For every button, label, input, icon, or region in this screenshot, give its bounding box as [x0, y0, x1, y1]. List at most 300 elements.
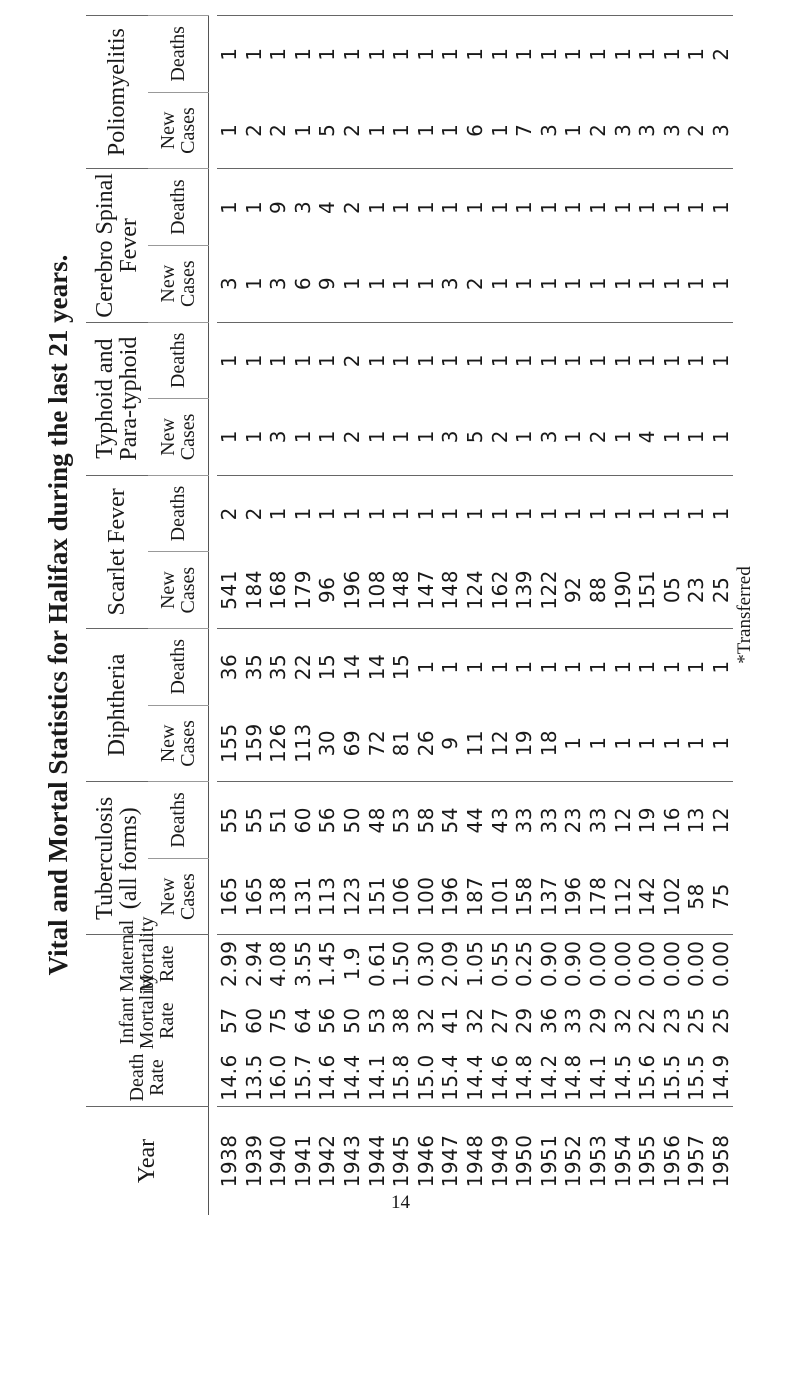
cell-ty-deaths: 2 — [340, 322, 365, 399]
cell-ty-new-cases: 1 — [413, 430, 438, 444]
page-title: Vital and Mortal Statistics for Halifax during the last 21 years. — [43, 254, 73, 976]
cell-polio-deaths: 1 — [537, 16, 562, 93]
subheader-deaths-3: Deaths — [148, 322, 209, 399]
cell-csf-deaths: 1 — [586, 169, 611, 246]
cell-dip-deaths: 35 — [242, 628, 267, 705]
cell-tb-new-cases: 101 — [487, 876, 512, 917]
rotated-table-stage — [38, 15, 758, 1215]
cell-sf-new-cases: 541 — [217, 570, 241, 610]
cell-dip-new-cases: 11 — [462, 729, 487, 757]
cell-infant-mortality-rate: 33 — [561, 1007, 586, 1034]
cell-csf-deaths: 1 — [537, 169, 562, 246]
cell-maternal-mortality-rate: 0.00 — [635, 935, 660, 992]
cell-csf-new-cases: 1 — [487, 276, 512, 291]
cell-tb-new-cases: 131 — [290, 876, 315, 917]
cell-maternal-mortality-rate: 0.30 — [414, 935, 439, 992]
cell-sf-new-cases: 124 — [462, 570, 487, 610]
cell-polio-deaths: 1 — [586, 16, 611, 93]
cell-sf-deaths: 1 — [291, 475, 316, 552]
cell-polio-new-cases: 1 — [438, 123, 463, 137]
cell-polio-deaths: 1 — [340, 16, 365, 93]
cell-tb-new-cases: 142 — [635, 876, 660, 917]
cell-dip-new-cases: 1 — [610, 736, 635, 750]
cell-death-rate: 14.4 — [462, 1054, 487, 1101]
cell-polio-new-cases: 7 — [512, 123, 537, 137]
cell-tb-new-cases: 165 — [241, 876, 266, 917]
cell-ty-deaths: 1 — [709, 322, 734, 399]
cell-sf-deaths: 1 — [684, 475, 709, 552]
cell-death-rate: 14.1 — [585, 1054, 610, 1101]
cell-infant-mortality-rate: 27 — [487, 1007, 512, 1034]
cell-dip-new-cases: 159 — [241, 723, 266, 763]
cell-year: 1955 — [635, 1106, 660, 1215]
cell-csf-new-cases: 1 — [708, 276, 733, 291]
cell-ty-deaths: 1 — [217, 322, 242, 399]
cell-maternal-mortality-rate: 0.61 — [365, 935, 390, 992]
cell-death-rate: 14.6 — [315, 1054, 340, 1101]
cell-year: 1954 — [611, 1106, 636, 1215]
subheader-new-cases-5: New Cases — [148, 92, 209, 169]
cell-dip-deaths: 35 — [266, 628, 291, 705]
table-row — [365, 16, 390, 1216]
cell-dip-new-cases: 1 — [684, 736, 709, 750]
cell-csf-deaths: 1 — [217, 169, 242, 246]
cell-maternal-mortality-rate: 2.09 — [438, 935, 463, 992]
header-cerebro-spinal-fever: Cerebro Spinal Fever — [86, 169, 148, 322]
cell-tb-deaths: 33 — [512, 782, 537, 859]
cell-sf-deaths: 1 — [709, 475, 734, 552]
cell-dip-deaths: 1 — [684, 628, 709, 705]
cell-polio-new-cases: 3 — [536, 123, 561, 137]
cell-dip-deaths: 1 — [561, 628, 586, 705]
table-row — [611, 16, 636, 1216]
cell-polio-deaths: 1 — [561, 16, 586, 93]
subheader-new-cases-3: New Cases — [148, 399, 209, 476]
cell-death-rate: 14.6 — [217, 1054, 241, 1101]
cell-sf-deaths: 1 — [365, 475, 390, 552]
cell-ty-deaths: 1 — [611, 322, 636, 399]
cell-tb-new-cases: 138 — [266, 876, 291, 917]
header-tuberculosis: Tuberculosis (all forms) — [86, 782, 148, 935]
subheader-new-cases-1: New Cases — [148, 705, 209, 782]
cell-infant-mortality-rate: 36 — [536, 1007, 561, 1034]
table-row — [217, 16, 242, 1216]
cell-ty-deaths: 1 — [463, 322, 488, 399]
cell-ty-deaths: 1 — [512, 322, 537, 399]
table-row — [684, 16, 709, 1216]
cell-ty-deaths: 1 — [635, 322, 660, 399]
cell-ty-deaths: 1 — [488, 322, 513, 399]
cell-ty-deaths: 1 — [660, 322, 685, 399]
cell-tb-deaths: 56 — [315, 782, 340, 859]
cell-csf-new-cases: 3 — [217, 276, 241, 291]
cell-tb-new-cases: 106 — [389, 876, 414, 917]
cell-ty-deaths: 1 — [414, 322, 439, 399]
cell-csf-new-cases: 1 — [536, 276, 561, 291]
cell-tb-deaths: 33 — [537, 782, 562, 859]
cell-year: 1947 — [438, 1106, 463, 1215]
cell-tb-new-cases: 196 — [561, 876, 586, 917]
cell-sf-deaths: 1 — [488, 475, 513, 552]
cell-dip-new-cases: 1 — [635, 736, 660, 750]
cell-tb-new-cases: 102 — [659, 876, 684, 917]
page-number: 14 — [391, 1192, 410, 1213]
cell-tb-new-cases: 58 — [684, 883, 709, 910]
cell-infant-mortality-rate: 25 — [708, 1007, 733, 1034]
header-maternal-mortality-rate: Maternal Mortality Rate — [86, 935, 209, 992]
cell-polio-deaths: 1 — [512, 16, 537, 93]
cell-ty-new-cases: 1 — [684, 430, 709, 444]
cell-csf-new-cases: 1 — [610, 276, 635, 291]
cell-polio-new-cases: 2 — [585, 123, 610, 137]
header-infant-mortality-rate: Infant Mortality Rate — [116, 973, 178, 1050]
cell-csf-deaths: 1 — [242, 169, 267, 246]
cell-tb-new-cases: 75 — [708, 883, 733, 910]
cell-death-rate: 14.1 — [364, 1054, 389, 1101]
table-row — [438, 16, 463, 1216]
cell-tb-deaths: 12 — [611, 782, 636, 859]
cell-infant-mortality-rate: 32 — [610, 1007, 635, 1034]
cell-year: 1940 — [266, 1106, 291, 1215]
cell-death-rate: 16.0 — [266, 1054, 291, 1101]
table-row — [512, 16, 537, 1216]
header-year: Year — [86, 1106, 209, 1215]
table-row — [561, 16, 586, 1216]
cell-polio-deaths: 1 — [389, 16, 414, 93]
cell-tb-new-cases: 112 — [610, 876, 635, 917]
cell-csf-new-cases: 2 — [462, 276, 487, 291]
cell-dip-new-cases: 19 — [512, 729, 537, 757]
subheader-deaths-2: Deaths — [148, 475, 209, 552]
cell-csf-deaths: 1 — [414, 169, 439, 246]
cell-maternal-mortality-rate: 4.08 — [266, 935, 291, 992]
cell-sf-deaths: 2 — [242, 475, 267, 552]
cell-csf-new-cases: 1 — [659, 276, 684, 291]
cell-ty-new-cases: 1 — [241, 430, 266, 444]
table-row — [414, 16, 439, 1216]
cell-dip-new-cases: 1 — [659, 736, 684, 750]
cell-dip-deaths: 15 — [315, 628, 340, 705]
cell-csf-deaths: 3 — [291, 169, 316, 246]
cell-infant-mortality-rate: 50 — [339, 1007, 364, 1034]
cell-polio-new-cases: 5 — [315, 123, 340, 137]
cell-tb-new-cases: 158 — [512, 876, 537, 917]
table-body — [209, 16, 734, 1216]
cell-csf-deaths: 1 — [512, 169, 537, 246]
cell-death-rate: 15.4 — [438, 1054, 463, 1101]
cell-dip-deaths: 1 — [463, 628, 488, 705]
cell-tb-deaths: 16 — [660, 782, 685, 859]
cell-death-rate: 15.6 — [635, 1054, 660, 1101]
cell-polio-deaths: 1 — [242, 16, 267, 93]
cell-dip-new-cases: 26 — [413, 729, 438, 757]
cell-csf-deaths: 1 — [561, 169, 586, 246]
cell-ty-new-cases: 1 — [708, 430, 733, 444]
cell-dip-deaths: 22 — [291, 628, 316, 705]
table-row — [586, 16, 611, 1216]
subheader-new-cases-2: New Cases — [148, 552, 209, 629]
cell-ty-deaths: 1 — [242, 322, 267, 399]
cell-sf-deaths: 2 — [217, 475, 242, 552]
cell-infant-mortality-rate: 56 — [315, 1007, 340, 1034]
cell-year: 1953 — [586, 1106, 611, 1215]
cell-csf-deaths: 1 — [611, 169, 636, 246]
cell-polio-deaths: 1 — [660, 16, 685, 93]
table-row — [488, 16, 513, 1216]
cell-tb-deaths: 12 — [709, 782, 734, 859]
cell-dip-deaths: 1 — [512, 628, 537, 705]
cell-ty-deaths: 1 — [438, 322, 463, 399]
cell-maternal-mortality-rate: 0.55 — [488, 935, 513, 992]
cell-polio-new-cases: 1 — [389, 123, 414, 137]
cell-csf-new-cases: 1 — [561, 276, 586, 291]
table-row — [660, 16, 685, 1216]
cell-csf-deaths: 1 — [684, 169, 709, 246]
cell-ty-new-cases: 4 — [635, 430, 660, 444]
cell-ty-deaths: 1 — [537, 322, 562, 399]
cell-sf-new-cases: 179 — [290, 570, 315, 610]
cell-year: 1958 — [709, 1106, 734, 1215]
cell-polio-new-cases: 2 — [241, 123, 266, 137]
cell-maternal-mortality-rate: 0.00 — [660, 935, 685, 992]
cell-csf-deaths: 1 — [389, 169, 414, 246]
cell-polio-deaths: 1 — [217, 16, 242, 93]
cell-tb-deaths: 58 — [414, 782, 439, 859]
cell-ty-new-cases: 1 — [561, 430, 586, 444]
cell-csf-deaths: 1 — [660, 169, 685, 246]
cell-tb-new-cases: 100 — [413, 876, 438, 917]
cell-death-rate: 14.2 — [536, 1054, 561, 1101]
cell-polio-new-cases: 1 — [487, 123, 512, 137]
subheader-new-cases-0: New Cases — [148, 858, 209, 935]
cell-dip-new-cases: 113 — [290, 723, 315, 763]
cell-dip-new-cases: 72 — [364, 729, 389, 757]
cell-polio-new-cases: 1 — [413, 123, 438, 137]
cell-ty-deaths: 1 — [266, 322, 291, 399]
cell-year: 1945 — [389, 1106, 414, 1215]
cell-dip-new-cases: 12 — [487, 729, 512, 757]
cell-polio-deaths: 1 — [315, 16, 340, 93]
cell-maternal-mortality-rate: 0.90 — [561, 935, 586, 992]
cell-tb-new-cases: 178 — [585, 876, 610, 917]
cell-tb-deaths: 44 — [463, 782, 488, 859]
cell-infant-mortality-rate: 29 — [512, 1007, 537, 1034]
cell-dip-new-cases: 155 — [217, 723, 241, 763]
cell-sf-new-cases: 148 — [438, 570, 463, 610]
cell-death-rate: 15.7 — [290, 1054, 315, 1101]
table-row — [291, 16, 316, 1216]
cell-dip-deaths: 1 — [438, 628, 463, 705]
table-row — [635, 16, 660, 1216]
cell-dip-deaths: 14 — [340, 628, 365, 705]
cell-csf-new-cases: 6 — [290, 276, 315, 291]
cell-csf-new-cases: 1 — [364, 276, 389, 291]
cell-sf-new-cases: 92 — [561, 576, 586, 604]
footnote-transferred: *Transferred — [734, 566, 755, 664]
cell-infant-mortality-rate: 41 — [438, 1007, 463, 1034]
cell-maternal-mortality-rate: 0.25 — [512, 935, 537, 992]
cell-tb-deaths: 33 — [586, 782, 611, 859]
cell-year: 1943 — [340, 1106, 365, 1215]
cell-sf-deaths: 1 — [340, 475, 365, 552]
cell-year: 1946 — [414, 1106, 439, 1215]
cell-tb-deaths: 43 — [488, 782, 513, 859]
cell-ty-deaths: 1 — [315, 322, 340, 399]
cell-tb-deaths: 55 — [217, 782, 242, 859]
cell-death-rate: 15.0 — [413, 1054, 438, 1101]
cell-ty-new-cases: 1 — [217, 430, 241, 444]
cell-sf-new-cases: 108 — [364, 570, 389, 610]
cell-ty-new-cases: 3 — [266, 430, 291, 444]
subheader-deaths-0: Deaths — [148, 782, 209, 859]
cell-ty-deaths: 1 — [365, 322, 390, 399]
cell-polio-new-cases: 1 — [364, 123, 389, 137]
cell-sf-new-cases: 196 — [339, 570, 364, 610]
cell-infant-mortality-rate: 75 — [266, 1007, 291, 1034]
cell-sf-deaths: 1 — [635, 475, 660, 552]
statistics-table — [86, 15, 733, 1215]
cell-maternal-mortality-rate: 2.99 — [217, 935, 242, 992]
cell-tb-new-cases: 137 — [536, 876, 561, 917]
cell-ty-new-cases: 3 — [536, 430, 561, 444]
cell-death-rate: 14.8 — [512, 1054, 537, 1101]
cell-ty-new-cases: 5 — [462, 430, 487, 444]
cell-infant-mortality-rate: 32 — [462, 1007, 487, 1034]
cell-dip-deaths: 1 — [488, 628, 513, 705]
cell-csf-deaths: 2 — [340, 169, 365, 246]
cell-dip-new-cases: 30 — [315, 729, 340, 757]
cell-tb-deaths: 53 — [389, 782, 414, 859]
cell-sf-deaths: 1 — [414, 475, 439, 552]
cell-infant-mortality-rate: 32 — [413, 1007, 438, 1034]
table-row — [463, 16, 488, 1216]
cell-ty-deaths: 1 — [291, 322, 316, 399]
cell-infant-mortality-rate: 60 — [241, 1007, 266, 1034]
cell-csf-new-cases: 3 — [438, 276, 463, 291]
cell-dip-deaths: 1 — [611, 628, 636, 705]
cell-sf-deaths: 1 — [561, 475, 586, 552]
header-diphtheria: Diphtheria — [86, 628, 148, 781]
cell-sf-deaths: 1 — [512, 475, 537, 552]
cell-sf-deaths: 1 — [463, 475, 488, 552]
cell-polio-new-cases: 2 — [339, 123, 364, 137]
cell-dip-deaths: 1 — [414, 628, 439, 705]
cell-polio-deaths: 1 — [635, 16, 660, 93]
cell-dip-deaths: 1 — [537, 628, 562, 705]
cell-year: 1952 — [561, 1106, 586, 1215]
cell-dip-new-cases: 81 — [389, 729, 414, 757]
cell-polio-new-cases: 1 — [561, 123, 586, 137]
cell-csf-deaths: 4 — [315, 169, 340, 246]
cell-polio-new-cases: 1 — [217, 123, 241, 137]
cell-ty-new-cases: 1 — [290, 430, 315, 444]
cell-maternal-mortality-rate: 1.45 — [315, 935, 340, 992]
cell-polio-new-cases: 3 — [635, 123, 660, 137]
cell-year: 1950 — [512, 1106, 537, 1215]
cell-csf-deaths: 1 — [488, 169, 513, 246]
cell-infant-mortality-rate: 22 — [635, 1007, 660, 1034]
cell-maternal-mortality-rate: 0.00 — [586, 935, 611, 992]
cell-ty-deaths: 1 — [684, 322, 709, 399]
table-row — [709, 16, 734, 1216]
cell-sf-deaths: 1 — [266, 475, 291, 552]
header-poliomyelitis: Poliomyelitis — [86, 16, 148, 169]
cell-dip-new-cases: 1 — [708, 736, 733, 750]
cell-ty-deaths: 1 — [586, 322, 611, 399]
cell-tb-deaths: 54 — [438, 782, 463, 859]
cell-tb-new-cases: 196 — [438, 876, 463, 917]
cell-sf-new-cases: 05 — [659, 576, 684, 604]
cell-death-rate: 15.8 — [389, 1054, 414, 1101]
cell-infant-mortality-rate: 64 — [290, 1007, 315, 1034]
cell-sf-deaths: 1 — [586, 475, 611, 552]
cell-sf-new-cases: 148 — [389, 570, 414, 610]
cell-csf-new-cases: 1 — [512, 276, 537, 291]
cell-ty-new-cases: 3 — [438, 430, 463, 444]
cell-maternal-mortality-rate: 1.9 — [340, 935, 365, 992]
cell-polio-deaths: 1 — [488, 16, 513, 93]
cell-death-rate: 13.5 — [241, 1054, 266, 1101]
cell-dip-deaths: 1 — [586, 628, 611, 705]
cell-sf-deaths: 1 — [438, 475, 463, 552]
cell-sf-new-cases: 168 — [266, 570, 291, 610]
cell-polio-deaths: 1 — [291, 16, 316, 93]
cell-dip-deaths: 1 — [635, 628, 660, 705]
cell-tb-deaths: 51 — [266, 782, 291, 859]
cell-dip-new-cases: 18 — [536, 729, 561, 757]
cell-ty-new-cases: 1 — [659, 430, 684, 444]
cell-maternal-mortality-rate: 1.05 — [463, 935, 488, 992]
cell-polio-new-cases: 3 — [708, 123, 733, 137]
cell-dip-deaths: 1 — [660, 628, 685, 705]
subheader-deaths-4: Deaths — [148, 169, 209, 246]
cell-death-rate: 14.9 — [708, 1054, 733, 1101]
cell-year: 1942 — [315, 1106, 340, 1215]
cell-tb-deaths: 13 — [684, 782, 709, 859]
cell-maternal-mortality-rate: 2.94 — [242, 935, 267, 992]
cell-tb-new-cases: 113 — [315, 876, 340, 917]
cell-csf-new-cases: 1 — [413, 276, 438, 291]
cell-csf-new-cases: 1 — [684, 276, 709, 291]
cell-tb-deaths: 60 — [291, 782, 316, 859]
cell-csf-new-cases: 1 — [635, 276, 660, 291]
cell-sf-new-cases: 96 — [315, 576, 340, 604]
cell-death-rate: 15.5 — [659, 1054, 684, 1101]
cell-death-rate: 14.6 — [487, 1054, 512, 1101]
cell-sf-new-cases: 162 — [487, 570, 512, 610]
table-row — [340, 16, 365, 1216]
cell-polio-deaths: 2 — [709, 16, 734, 93]
cell-infant-mortality-rate: 57 — [217, 1007, 241, 1034]
cell-csf-new-cases: 9 — [315, 276, 340, 291]
cell-year: 1941 — [291, 1106, 316, 1215]
cell-infant-mortality-rate: 53 — [364, 1007, 389, 1034]
cell-year: 1948 — [463, 1106, 488, 1215]
cell-year: 1951 — [537, 1106, 562, 1215]
cell-sf-deaths: 1 — [611, 475, 636, 552]
cell-dip-new-cases: 9 — [438, 736, 463, 750]
cell-polio-deaths: 1 — [438, 16, 463, 93]
cell-ty-new-cases: 2 — [585, 430, 610, 444]
cell-sf-new-cases: 139 — [512, 570, 537, 610]
table-row — [242, 16, 267, 1216]
cell-polio-deaths: 1 — [611, 16, 636, 93]
cell-year: 1957 — [684, 1106, 709, 1215]
cell-tb-new-cases: 165 — [217, 876, 241, 917]
cell-polio-new-cases: 1 — [290, 123, 315, 137]
cell-ty-deaths: 1 — [561, 322, 586, 399]
cell-tb-deaths: 19 — [635, 782, 660, 859]
